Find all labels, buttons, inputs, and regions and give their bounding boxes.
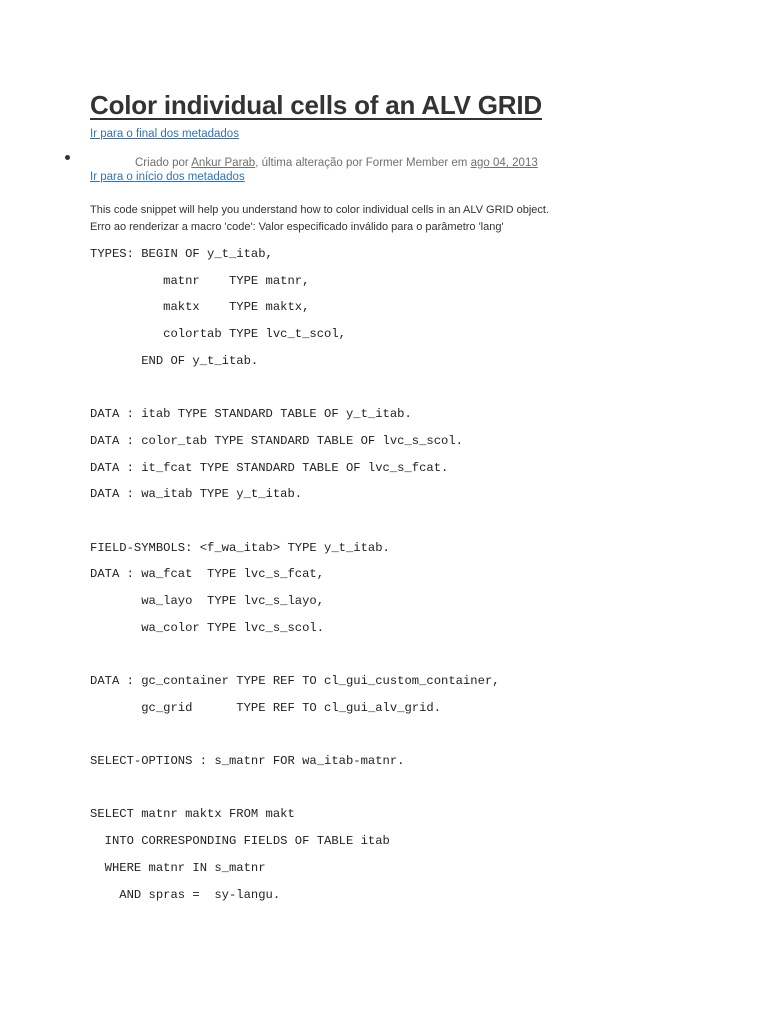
bullet-icon: [65, 155, 70, 160]
created-by-label: Criado por: [135, 157, 189, 169]
code-line: gc_grid TYPE REF TO cl_gui_alv_grid.: [90, 700, 442, 715]
code-line: DATA : color_tab TYPE STANDARD TABLE OF lvc_s_scol.: [90, 433, 463, 448]
code-line: DATA : itab TYPE STANDARD TABLE OF y_t_itab.: [90, 407, 412, 422]
page-byline: [135, 157, 538, 169]
code-line: INTO CORRESPONDING FIELDS OF TABLE itab: [90, 834, 390, 849]
skip-to-end-of-metadata-link[interactable]: Ir para o final dos metadados: [90, 128, 239, 140]
macro-render-error: Erro ao renderizar a macro 'code': Valor especificado inválido para o parâmetro 'lang': [90, 221, 504, 233]
code-line: [90, 645, 500, 672]
code-line: SELECT-OPTIONS : s_matnr FOR wa_itab-matnr.: [90, 754, 405, 769]
go-to-start-of-metadata-link[interactable]: Ir para o início dos metadados: [90, 171, 245, 183]
code-block: [90, 245, 500, 912]
code-line: [90, 378, 500, 405]
code-line: DATA : wa_itab TYPE y_t_itab.: [90, 487, 303, 502]
code-line: matnr TYPE matnr,: [90, 273, 310, 288]
code-line: wa_color TYPE lvc_s_scol.: [90, 620, 325, 635]
last-edited-label: , última alteração por Former Member em: [255, 157, 468, 169]
code-line: AND spras = sy-langu.: [90, 887, 281, 902]
code-line: TYPES: BEGIN OF y_t_itab,: [90, 247, 273, 261]
code-line: END OF y_t_itab.: [90, 353, 259, 368]
code-line: [90, 512, 500, 539]
code-line: DATA : wa_fcat TYPE lvc_s_fcat,: [90, 567, 325, 582]
code-line: FIELD-SYMBOLS: <f_wa_itab> TYPE y_t_itab.: [90, 540, 390, 555]
code-line: maktx TYPE maktx,: [90, 300, 310, 315]
page-title: Color individual cells of an ALV GRID: [90, 90, 542, 120]
code-line: DATA : gc_container TYPE REF TO cl_gui_custom_container,: [90, 674, 500, 688]
description-text: This code snippet will help you understand how to color individual cells in an ALV GRID object.: [90, 204, 549, 216]
code-line: SELECT matnr maktx FROM makt: [90, 807, 295, 822]
code-line: WHERE matnr IN s_matnr: [90, 860, 266, 875]
code-line: DATA : it_fcat TYPE STANDARD TABLE OF lvc_s_fcat.: [90, 460, 449, 475]
code-line: [90, 725, 500, 752]
last-edited-date: ago 04, 2013: [470, 157, 538, 169]
author-link[interactable]: Ankur Parab: [191, 157, 256, 169]
code-line: wa_layo TYPE lvc_s_layo,: [90, 593, 325, 608]
code-line: colortab TYPE lvc_t_scol,: [90, 327, 346, 342]
code-line: [90, 779, 500, 806]
